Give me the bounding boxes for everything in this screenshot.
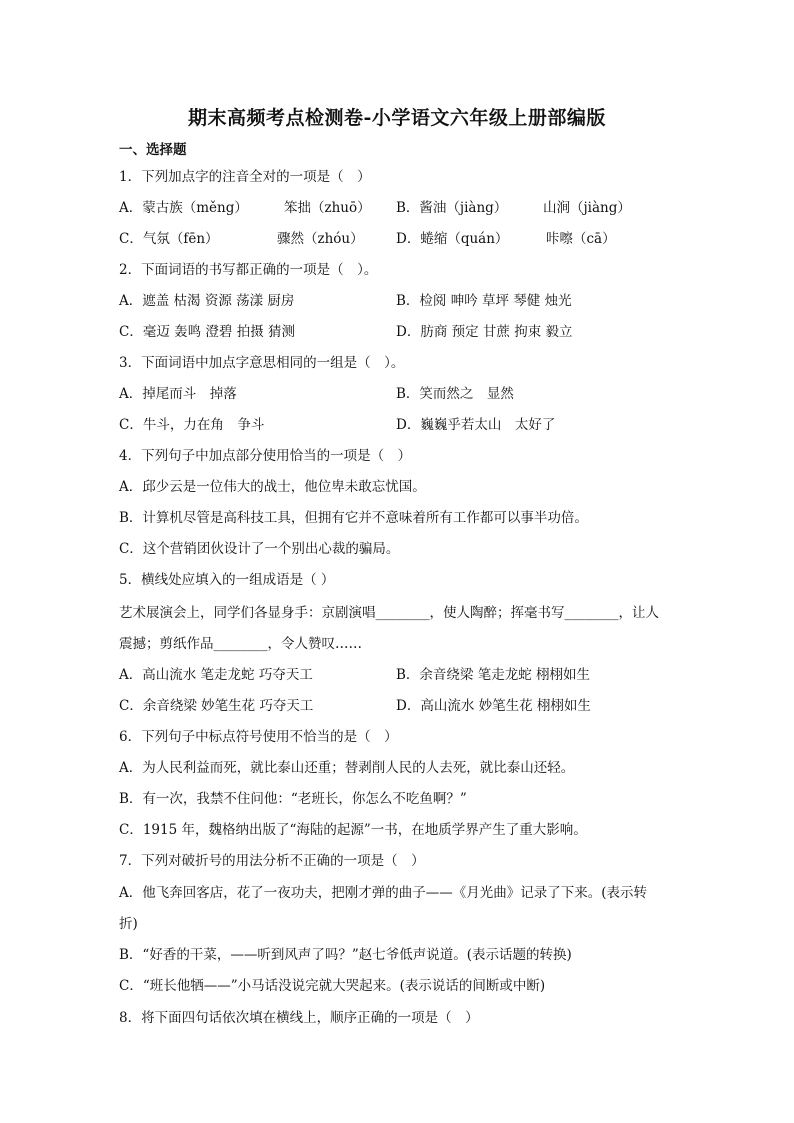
q7-option-c: C．“班长他牺——”小马话没说完就大哭起来。(表示说话的间断或中断)	[119, 978, 546, 994]
q6-option-b: B．有一次，我禁不住问他：“老班长，你怎么不吃鱼啊？”	[119, 791, 467, 807]
q6-option-a: A．为人民利益而死，就比泰山还重；替剥削人民的人去死，就比泰山还轻。	[119, 760, 575, 776]
q1-option-c: C．气氛（fēn）	[119, 231, 219, 247]
page-title: 期末高频考点检测卷-小学语文六年级上册部编版	[188, 107, 606, 129]
question-6-stem: 6．下列句子中标点符号使用不恰当的是（ ）	[119, 729, 398, 745]
q1-option-c-word2: 骤然（zhóu）	[277, 231, 364, 247]
q5-passage-line-1: 艺术展演会上，同学们各显身手：京剧演唱________，使人陶醉；挥毫书写________，让人	[119, 605, 659, 621]
q7-option-a-continued: 折)	[119, 916, 138, 932]
q1-option-d-word2: 咔嚓（cā）	[546, 231, 616, 247]
q5-option-a: A．高山流水 笔走龙蛇 巧夺天工	[119, 667, 313, 683]
question-1-stem: 1．下列加点字的注音全对的一项是（ ）	[119, 169, 371, 185]
q2-option-a: A．遮盖 枯渴 资源 荡漾 厨房	[119, 293, 295, 309]
section-heading: 一、选择题	[119, 142, 187, 158]
question-7-stem: 7．下列对破折号的用法分析不正确的一项是（ ）	[119, 853, 425, 869]
q1-option-b: B．酱油（jiàng）	[396, 200, 508, 216]
q4-option-c: C．这个营销团伙设计了一个别出心裁的骗局。	[119, 541, 400, 557]
question-4-stem: 4．下列句子中加点部分使用恰当的一项是（ ）	[119, 448, 412, 464]
q3-option-a: A．掉尾而斗 掉落	[119, 386, 237, 402]
q2-option-d: D．肪商 预定 甘蔗 拘束 毅立	[396, 324, 573, 340]
q7-option-a: A．他飞奔回客店，花了一夜功夫，把刚才弹的曲子——《月光曲》记录了下来。(表示转	[119, 885, 648, 901]
q3-option-d: D．巍巍乎若太山 太好了	[396, 417, 556, 433]
question-5-stem: 5．横线处应填入的一组成语是（ ）	[119, 572, 335, 588]
q3-option-b: B．笑而然之 显然	[396, 386, 514, 402]
q2-option-c: C．毫迈 轰鸣 澄碧 拍摄 猜测	[119, 324, 295, 340]
q5-option-d: D．高山流水 妙笔生花 栩栩如生	[396, 698, 591, 714]
q1-option-b-word2: 山涧（jiàng）	[543, 200, 631, 216]
q4-option-a: A．邱少云是一位伟大的战士，他位卑未敢忘忧国。	[119, 479, 426, 495]
q5-passage-line-2: 震撼；剪纸作品________，令人赞叹……	[119, 636, 362, 652]
q7-option-b: B．“好香的干菜，——听到风声了吗？”赵七爷低声说道。(表示话题的转换)	[119, 947, 572, 963]
q2-option-b: B．检阅 呻吟 草坪 琴健 烛光	[396, 293, 572, 309]
question-2-stem: 2．下面词语的书写都正确的一项是（ ）。	[119, 262, 378, 278]
q1-option-d: D．蜷缩（quán）	[396, 231, 509, 247]
q5-option-b: B．余音绕梁 笔走龙蛇 栩栩如生	[396, 667, 591, 683]
question-8-stem: 8．将下面四句话依次填在横线上，顺序正确的一项是（ ）	[119, 1010, 479, 1026]
q3-option-c: C．牛斗，力在角 争斗	[119, 417, 265, 433]
q5-option-c: C．余音绕梁 妙笔生花 巧夺天工	[119, 698, 314, 714]
q6-option-c: C．1915 年，魏格纳出版了“海陆的起源”一书，在地质学界产生了重大影响。	[119, 822, 587, 838]
question-3-stem: 3．下面词语中加点字意思相同的一组是（ ）。	[119, 355, 405, 371]
q1-option-a: A．蒙古族（měng）	[119, 200, 248, 216]
q1-option-a-word2: 笨拙（zhuō）	[284, 200, 371, 216]
q4-option-b: B．计算机尽管是高科技工具，但拥有它并不意味着所有工作都可以事半功倍。	[119, 510, 588, 526]
